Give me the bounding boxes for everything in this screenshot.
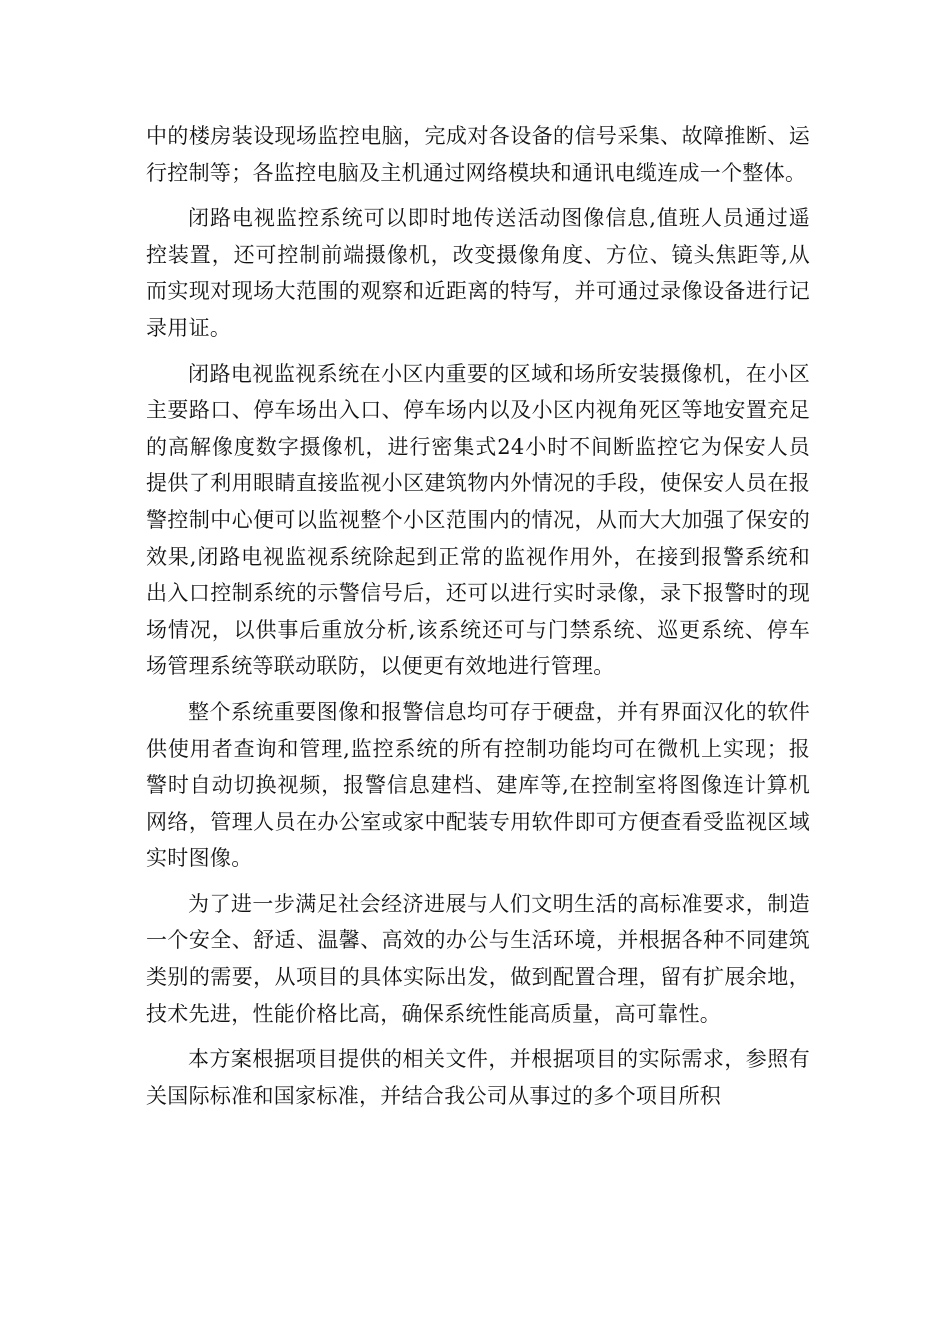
paragraph-cctv-community: 闭路电视监视系统在小区内重要的区域和场所安装摄像机，在小区主要路口、停车场出入口、停车场内以及小区内视角死区等地安置充足的高解像度数字摄像机，进行密集式24小时不间断监控它为保安人员提供了利用眼睛直接监视小区建筑物内外情况的手段，使保安人员在报警控制中心便可以监视整个小区范围内的情况，从而大大加强了保安的效果,闭路电视监视系统除起到正常的监视作用外，在接到报警系统和出入口控制系统的示警信号后，还可以进行实时录像，录下报警时的现场情况，以供事后重放分析,该系统还可与门禁系统、巡更系统、停车场管理系统等联动联防，以便更有效地进行管理。 [146, 361, 810, 679]
paragraph-scheme-basis: 本方案根据项目提供的相关文件，并根据项目的实际需求，参照有关国际标准和国家标准，并结合我公司从事过的多个项目所积 [146, 1047, 810, 1108]
paragraph-design-goals: 为了进一步满足社会经济进展与人们文明生活的高标准要求，制造一个安全、舒适、温馨、高效的办公与生活环境，并根据各种不同建筑类别的需要，从项目的具体实际出发，做到配置合理，留有扩展余地，技术先进，性能价格比高，确保系统性能高质量，高可靠性。 [146, 891, 810, 1026]
document-body [146, 118, 810, 1123]
paragraph-cctv-overview: 闭路电视监控系统可以即时地传送活动图像信息,值班人员通过遥控装置，还可控制前端摄像机，改变摄像角度、方位、镜头焦距等,从而实现对现场大范围的观察和近距离的特写，并可通过录像设备进行记录用证。 [146, 206, 810, 340]
paragraph-continuation: 中的楼房装设现场监控电脑，完成对各设备的信号采集、故障推断、运行控制等；各监控电脑及主机通过网络模块和通讯电缆连成一个整体。 [146, 124, 810, 185]
paragraph-storage-management: 整个系统重要图像和报警信息均可存于硬盘，并有界面汉化的软件供使用者查询和管理,监控系统的所有控制功能均可在微机上实现；报警时自动切换视频，报警信息建档、建库等,在控制室将图像连计算机网络，管理人员在办公室或家中配装专用软件即可方便查看受监视区域实时图像。 [146, 699, 810, 871]
